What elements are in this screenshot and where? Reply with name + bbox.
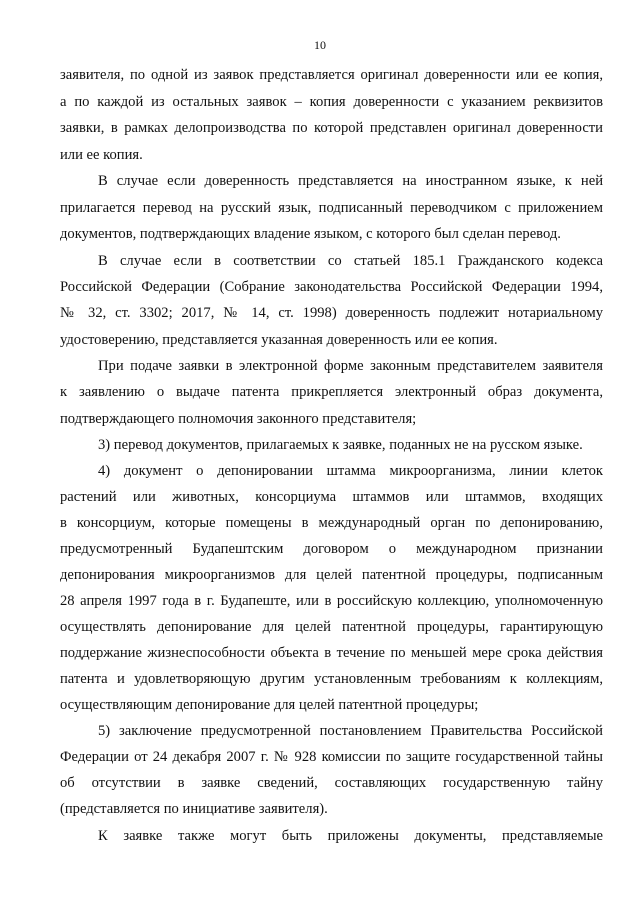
text-line: 28 апреля 1997 года в г. Будапеште, или в российскую коллекцию, уполномоченную	[60, 593, 603, 609]
text-line: В случае если доверенность представляется на иностранном языке, к ней	[98, 173, 603, 189]
text-line: депонирования микроорганизмов для целей патентной процедуры, подписанным	[60, 567, 603, 583]
text-line: документов, подтверждающих владение языком, с которого был сделан перевод.	[60, 226, 561, 242]
text-line: осуществлять депонирование для целей патентной процедуры, гарантирующую	[60, 619, 603, 635]
text-line: К заявке также могут быть приложены документы, представляемые	[98, 828, 603, 844]
text-line: поддержание жизнеспособности объекта в течение по меньшей мере срока действия	[60, 645, 603, 661]
text-line: заявки, в рамках делопроизводства по которой представлен оригинал доверенности	[60, 120, 603, 136]
text-line: а по каждой из остальных заявок – копия доверенности с указанием реквизитов	[60, 94, 603, 110]
text-line: Федерации от 24 декабря 2007 г. № 928 комиссии по защите государственной тайны	[60, 749, 603, 765]
text-line: № 32, ст. 3302; 2017, № 14, ст. 1998) доверенность подлежит нотариальному	[60, 305, 603, 321]
text-line: В случае если в соответствии со статьей 185.1 Гражданского кодекса	[98, 253, 603, 269]
text-line: При подаче заявки в электронной форме законным представителем заявителя	[98, 358, 603, 374]
text-line: (представляется по инициативе заявителя).	[60, 801, 328, 817]
text-line: осуществляющим депонирование для целей патентной процедуры;	[60, 697, 479, 713]
text-line: патента и удовлетворяющую другим установленным требованиям к коллекциям,	[60, 671, 603, 687]
text-line: подтверждающего полномочия законного представителя;	[60, 411, 417, 427]
text-line: 5) заключение предусмотренной постановлением Правительства Российской	[98, 723, 603, 739]
text-line: прилагается перевод на русский язык, подписанный переводчиком с приложением	[60, 200, 603, 216]
text-line: растений или животных, консорциума штаммов или штаммов, входящих	[60, 489, 603, 505]
text-line: к заявлению о выдаче патента прикрепляется электронный образ документа,	[60, 384, 603, 400]
text-line: об отсутствии в заявке сведений, составляющих государственную тайну	[60, 775, 603, 791]
text-line: или ее копия.	[60, 147, 143, 163]
text-line: предусмотренный Будапештским договором о международном признании	[60, 541, 603, 557]
page-number: 10	[314, 38, 326, 52]
text-line: 3) перевод документов, прилагаемых к заявке, поданных не на русском языке.	[98, 437, 583, 453]
text-line: удостоверению, представляется указанная доверенность или ее копия.	[60, 332, 498, 348]
text-line: Российской Федерации (Собрание законодательства Российской Федерации 1994,	[60, 279, 603, 295]
text-line: заявителя, по одной из заявок представляется оригинал доверенности или ее копия,	[60, 67, 603, 83]
text-line: в консорциум, которые помещены в международный орган по депонированию,	[60, 515, 603, 531]
text-line: 4) документ о депонировании штамма микроорганизма, линии клеток	[98, 463, 603, 479]
